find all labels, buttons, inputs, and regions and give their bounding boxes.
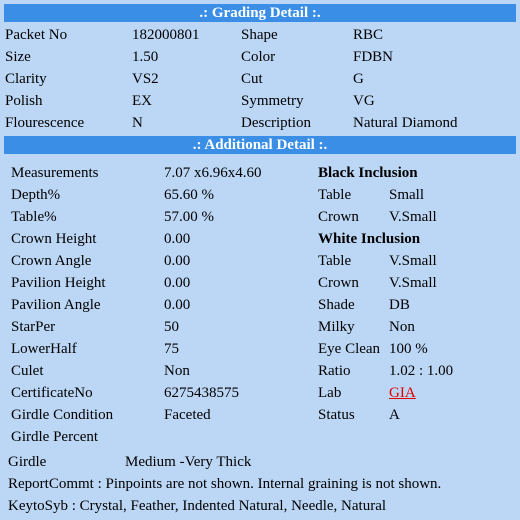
- white-crown-value: V.Small: [389, 275, 437, 291]
- measurements-value: 7.07 x6.96x4.60: [164, 165, 262, 181]
- table-percent-value: 57.00 %: [164, 209, 214, 225]
- black-table-value: Small: [389, 187, 425, 203]
- report-comment: ReportCommt : Pinpoints are not shown. Internal graining is not shown.: [8, 476, 442, 492]
- certificate-no-label: CertificateNo: [11, 385, 93, 401]
- grading-detail-header: .: Grading Detail :.: [4, 4, 516, 22]
- shade-value: DB: [389, 297, 410, 313]
- description-value: Natural Diamond: [353, 115, 458, 131]
- crown-angle-label: Crown Angle: [11, 253, 92, 269]
- shape-label: Shape: [241, 27, 278, 43]
- girdle-percent-label: Girdle Percent: [11, 429, 99, 445]
- milky-label: Milky: [318, 319, 355, 335]
- cut-value: G: [353, 71, 364, 87]
- size-value: 1.50: [132, 49, 159, 65]
- milky-value: Non: [389, 319, 415, 335]
- ratio-label: Ratio: [318, 363, 351, 379]
- shade-label: Shade: [318, 297, 355, 313]
- pavilion-angle-label: Pavilion Angle: [11, 297, 101, 313]
- flourescence-value: N: [132, 115, 143, 131]
- white-crown-label: Crown: [318, 275, 359, 291]
- black-crown-value: V.Small: [389, 209, 437, 225]
- black-crown-label: Crown: [318, 209, 359, 225]
- crown-height-label: Crown Height: [11, 231, 97, 247]
- status-value: A: [389, 407, 400, 423]
- white-inclusion-title: White Inclusion: [318, 231, 421, 247]
- description-label: Description: [241, 115, 311, 131]
- polish-value: EX: [132, 93, 152, 109]
- packet-no-value: 182000801: [132, 27, 200, 43]
- size-label: Size: [5, 49, 31, 65]
- white-table-value: V.Small: [389, 253, 437, 269]
- color-value: FDBN: [353, 49, 394, 65]
- girdle-label: Girdle: [8, 454, 47, 470]
- key-to-symbols: KeytoSyb : Crystal, Feather, Indented Natural, Needle, Natural: [8, 498, 387, 514]
- white-table-label: Table: [318, 253, 352, 269]
- starper-value: 50: [164, 319, 179, 335]
- lab-link[interactable]: GIA: [389, 385, 416, 401]
- packet-no-label: Packet No: [5, 27, 68, 43]
- status-label: Status: [318, 407, 355, 423]
- girdle-condition-label: Girdle Condition: [11, 407, 114, 423]
- symmetry-value: VG: [353, 93, 375, 109]
- black-table-label: Table: [318, 187, 352, 203]
- depth-label: Depth%: [11, 187, 61, 203]
- eye-clean-label: Eye Clean: [318, 341, 381, 357]
- table-percent-label: Table%: [11, 209, 57, 225]
- crown-height-value: 0.00: [164, 231, 191, 247]
- culet-label: Culet: [11, 363, 44, 379]
- black-inclusion-title: Black Inclusion: [318, 165, 418, 181]
- polish-label: Polish: [5, 93, 43, 109]
- shape-value: RBC: [353, 27, 384, 43]
- symmetry-label: Symmetry: [241, 93, 304, 109]
- starper-label: StarPer: [11, 319, 56, 335]
- girdle-value: Medium -Very Thick: [125, 454, 252, 470]
- certificate-no-value: 6275438575: [164, 385, 239, 401]
- color-label: Color: [241, 49, 276, 65]
- lowerhalf-value: 75: [164, 341, 179, 357]
- culet-value: Non: [164, 363, 190, 379]
- cut-label: Cut: [241, 71, 263, 87]
- girdle-condition-value: Faceted: [164, 407, 211, 423]
- lowerhalf-label: LowerHalf: [11, 341, 77, 357]
- clarity-label: Clarity: [5, 71, 47, 87]
- ratio-value: 1.02 : 1.00: [389, 363, 454, 379]
- pavilion-height-value: 0.00: [164, 275, 191, 291]
- crown-angle-value: 0.00: [164, 253, 191, 269]
- eye-clean-value: 100 %: [389, 341, 428, 357]
- clarity-value: VS2: [132, 71, 159, 87]
- measurements-label: Measurements: [11, 165, 99, 181]
- pavilion-height-label: Pavilion Height: [11, 275, 106, 291]
- depth-value: 65.60 %: [164, 187, 214, 203]
- lab-label: Lab: [318, 385, 342, 401]
- pavilion-angle-value: 0.00: [164, 297, 191, 313]
- additional-detail-header: .: Additional Detail :.: [4, 136, 516, 154]
- flourescence-label: Flourescence: [5, 115, 85, 131]
